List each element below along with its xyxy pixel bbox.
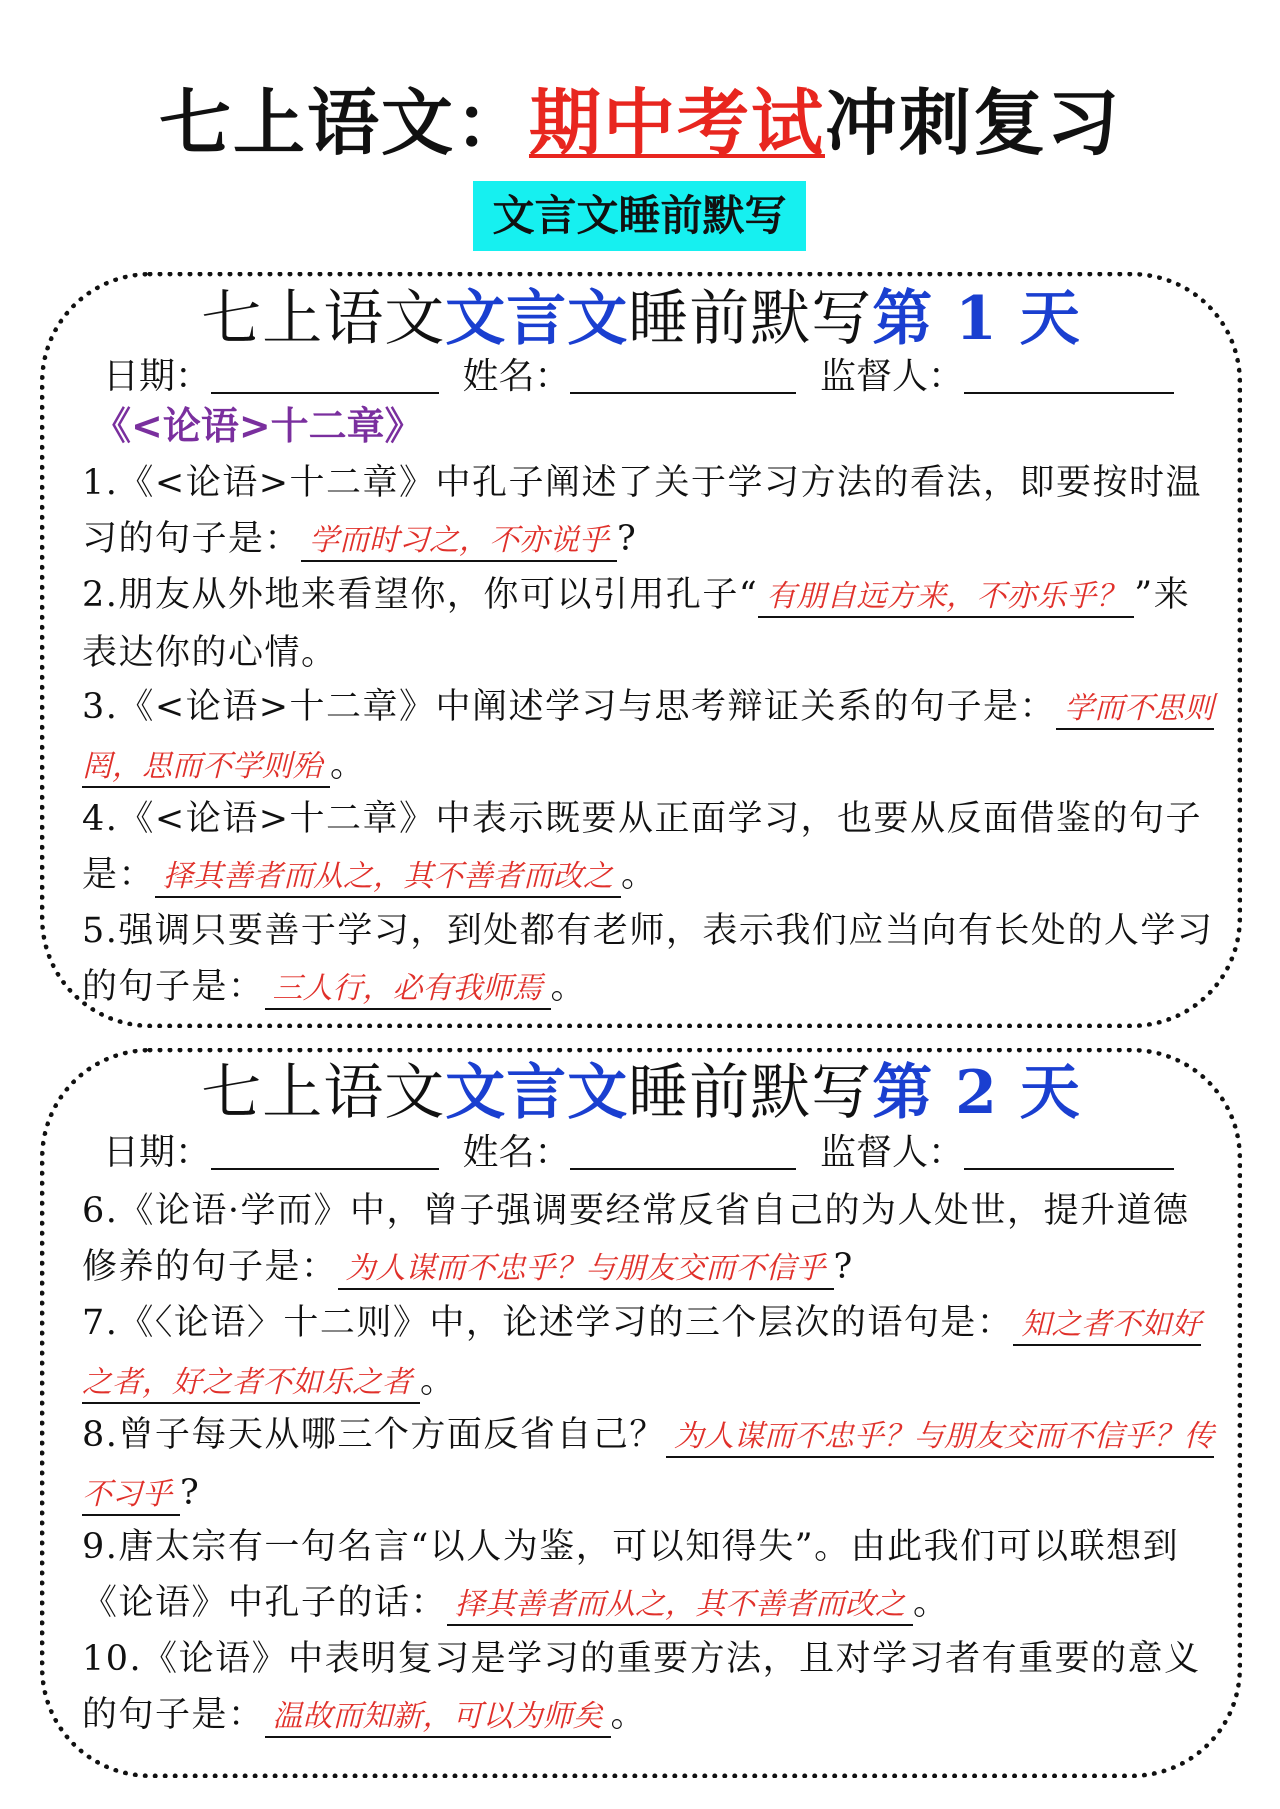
- section-heading: 《<论语>十二章》: [93, 404, 423, 448]
- meta-row: [103, 353, 1243, 401]
- day-2-card: [40, 1048, 1242, 1778]
- question-tail: ”来表达你的心情。: [82, 575, 1191, 673]
- question-6: [82, 1183, 1217, 1297]
- card-title-day: 第 2 天: [872, 1058, 1081, 1128]
- supervisor-blank[interactable]: [964, 392, 1174, 394]
- question-7: [82, 1295, 1217, 1411]
- supervisor-blank[interactable]: [964, 1168, 1174, 1170]
- question-5: [82, 903, 1217, 1017]
- answer: 择其善者而从之，其不善者而改之: [447, 1587, 913, 1626]
- name-label: 姓名：: [462, 356, 571, 397]
- answer: 有朋自远方来，不亦乐乎？: [758, 579, 1134, 618]
- question-text: 6.《论语·学而》中，曾子强调要经常反省自己的为人处世，提升道德修养的句子是：: [82, 1191, 1190, 1287]
- day-1-card: [40, 272, 1242, 1028]
- name-blank[interactable]: [570, 392, 796, 394]
- supervisor-label: 监督人：: [819, 1132, 964, 1173]
- question-tail: 。: [550, 967, 588, 1007]
- question-tail: 。: [330, 745, 367, 785]
- date-label: 日期：: [103, 356, 212, 397]
- question-tail: 。: [420, 1361, 457, 1401]
- page-title: [0, 78, 1280, 168]
- question-4: [82, 791, 1217, 905]
- answer: 学而时习之，不亦说乎: [301, 523, 617, 562]
- date-blank[interactable]: [211, 1168, 439, 1170]
- title-prefix: 七上语文：: [158, 80, 529, 165]
- question-text: 5.强调只要善于学习，到处都有老师，表示我们应当向有长处的人学习的句子是：: [82, 911, 1214, 1007]
- question-text: 2.朋友从外地来看望你，你可以引用孔子“: [82, 575, 759, 615]
- question-tail: 。: [621, 855, 658, 895]
- answer: 温故而知新，可以为师矣: [265, 1699, 611, 1738]
- question-text: 8.曾子每天从哪三个方面反省自己？: [82, 1415, 666, 1455]
- answer: 三人行，必有我师焉: [265, 971, 551, 1010]
- name-blank[interactable]: [570, 1168, 796, 1170]
- question-text: 10.《论语》中表明复习是学习的重要方法，且对学习者有重要的意义的句子是：: [82, 1639, 1201, 1735]
- question-10: [82, 1631, 1217, 1745]
- card-title-part: 睡前默写: [628, 1058, 873, 1128]
- question-tail: ?: [617, 519, 638, 559]
- subtitle-badge: 文言文睡前默写: [473, 181, 806, 251]
- question-1: [82, 455, 1217, 569]
- question-text: 1.《<论语>十二章》中孔子阐述了关于学习方法的看法，即要按时温习的句子是：: [82, 463, 1203, 559]
- card-title-day: 第 1 天: [872, 284, 1081, 354]
- meta-row: [103, 1129, 1243, 1177]
- card-title-highlight: 文言文: [445, 284, 629, 354]
- date-blank[interactable]: [211, 392, 439, 394]
- supervisor-label: 监督人：: [819, 356, 964, 397]
- card-title: [45, 283, 1237, 355]
- answer: 为人谋而不忠乎？与朋友交而不信乎？传不习乎: [82, 1419, 1214, 1516]
- answer: 为人谋而不忠乎？与朋友交而不信乎: [338, 1251, 834, 1290]
- card-title: [45, 1057, 1237, 1129]
- answer: 知之者不如好之者，好之者不如乐之者: [82, 1307, 1201, 1404]
- card-title-part: 七上语文: [201, 1058, 446, 1128]
- answer: 择其善者而从之，其不善者而改之: [155, 859, 621, 898]
- question-2: [82, 567, 1217, 681]
- answer: 学而不思则罔，思而不学则殆: [82, 691, 1214, 788]
- question-text: 3.《<论语>十二章》中阐述学习与思考辩证关系的句子是：: [82, 687, 1057, 727]
- title-highlight: 期中考试: [528, 80, 825, 165]
- card-title-part: 睡前默写: [628, 284, 873, 354]
- question-text: 7.《〈论语〉十二则》中，论述学习的三个层次的语句是：: [82, 1303, 1014, 1343]
- question-9: [82, 1519, 1217, 1633]
- title-suffix: 冲刺复习: [825, 80, 1122, 165]
- name-label: 姓名：: [462, 1132, 571, 1173]
- date-label: 日期：: [103, 1132, 212, 1173]
- question-8: [82, 1407, 1217, 1523]
- question-3: [82, 679, 1217, 795]
- question-tail: ?: [833, 1247, 854, 1287]
- question-tail: 。: [913, 1583, 950, 1623]
- card-title-highlight: 文言文: [445, 1058, 629, 1128]
- question-tail: ?: [180, 1473, 201, 1513]
- question-text: 4.《<论语>十二章》中表示既要从正面学习，也要从反面借鉴的句子是：: [82, 799, 1203, 895]
- question-tail: 。: [610, 1695, 648, 1735]
- question-text: 9.唐太宗有一句名言“以人为鉴，可以知得失”。由此我们可以联想到《论语》中孔子的话：: [82, 1527, 1180, 1623]
- card-title-part: 七上语文: [201, 284, 446, 354]
